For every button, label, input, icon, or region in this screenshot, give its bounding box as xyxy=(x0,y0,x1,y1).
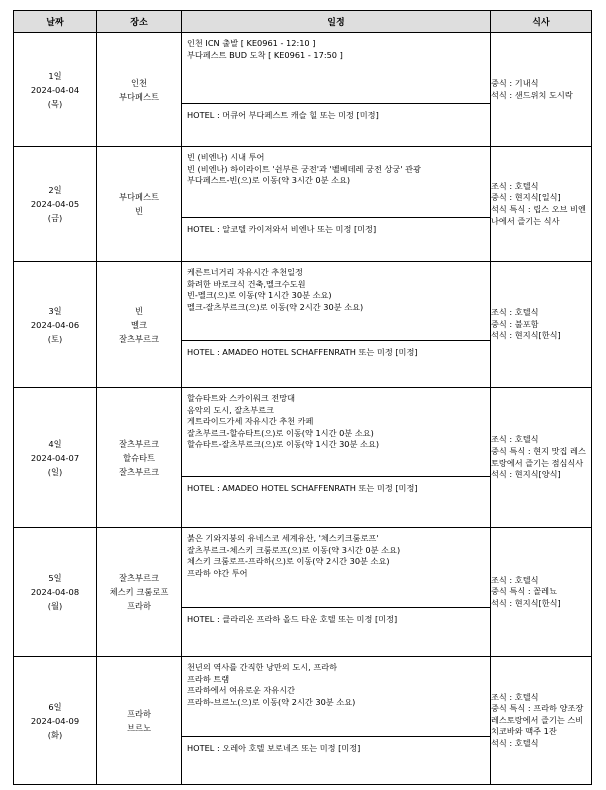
schedule-cell xyxy=(182,528,491,657)
date-cell xyxy=(14,147,97,262)
place-cell xyxy=(97,657,182,785)
meal-item: 중식 : 현지식[일식] xyxy=(491,192,561,203)
place-name: 프라하 xyxy=(126,601,152,611)
meal-item: 중식 특식 : 프라하 양조장 레스토랑에서 즐기는 스비치코바와 맥주 1잔 xyxy=(491,703,584,737)
header-row xyxy=(14,11,592,33)
schedule-item: 인천 ICN 출발 [ KE0961 - 12:10 ] xyxy=(187,38,316,48)
meal-cell xyxy=(491,33,592,147)
place-name: 체스키 크룸로프 xyxy=(109,587,169,597)
day-number: 1일 xyxy=(48,70,62,81)
day-weekday: (목) xyxy=(47,98,63,109)
schedule-item: 잘츠부르크-할슈타트(으)로 이동(약 1시간 0분 소요) xyxy=(187,427,374,438)
day-row xyxy=(14,262,592,388)
header-meal: 식사 xyxy=(491,11,592,33)
day-row xyxy=(14,147,592,262)
meal-item: 조식 : 호텔식 xyxy=(491,691,539,702)
schedule-item: 음악의 도시, 잘츠부르크 xyxy=(187,404,274,415)
schedule-item: 프라하-브르노(으)로 이동(약 2시간 30분 소요) xyxy=(187,696,356,707)
day-row xyxy=(14,33,592,147)
schedule-item: 케른트너거리 자유시간 추천일정 xyxy=(187,267,303,277)
schedule-box xyxy=(182,33,490,146)
meal-item: 중식 특식 : 현지 맛집 레스토랑에서 즐기는 점심식사 xyxy=(491,445,586,468)
schedule-item: 프라하 트램 xyxy=(187,673,230,684)
place-name: 인천 xyxy=(130,77,148,88)
schedule-items xyxy=(182,528,490,607)
day-weekday: (화) xyxy=(47,729,63,740)
place-name: 잘츠부르크 xyxy=(118,333,160,344)
meal-cell xyxy=(491,528,592,657)
hotel-info: HOTEL : AMADEO HOTEL SCHAFFENRATH 또는 미정 [미정] xyxy=(182,476,490,527)
meal-cell xyxy=(491,262,592,388)
date-cell xyxy=(14,33,97,147)
day-number: 3일 xyxy=(48,305,62,316)
schedule-item: 체스키 크룸로프-프라하(으)로 이동(약 2시간 30분 소요) xyxy=(187,556,390,567)
schedule-box xyxy=(182,388,490,527)
schedule-item: 할슈타트-잘츠부르크(으)로 이동(약 1시간 30분 소요) xyxy=(187,439,380,450)
schedule-cell xyxy=(182,388,491,528)
day-row xyxy=(14,528,592,657)
day-weekday: (토) xyxy=(47,333,63,344)
schedule-item: 빈-멜크(으)로 이동(약 1시간 30분 소요) xyxy=(187,290,332,301)
meal-item: 석식 : 현지식[한식] xyxy=(491,597,561,608)
schedule-item: 화려한 바로크식 건축,멜크수도원 xyxy=(187,278,306,289)
meal-item: 석식 : 현지식[한식] xyxy=(491,330,561,341)
schedule-cell xyxy=(182,147,491,262)
schedule-item: 붉은 기와지붕의 유네스코 세계유산, '체스키크룸로프' xyxy=(187,533,379,543)
meal-cell xyxy=(491,147,592,262)
schedule-item: 빈 (비엔나) 하이라이트 '쉰부른 궁전'과 '벨베데레 궁전 상궁' 관광 xyxy=(187,163,421,174)
meal-cell xyxy=(491,657,592,785)
place-name: 잘츠부르크 xyxy=(118,438,160,449)
place-name: 브르노 xyxy=(126,722,152,733)
schedule-item: 부다페스트 BUD 도착 [ KE0961 - 17:50 ] xyxy=(187,49,343,60)
schedule-item: 게트라이드가세 자유시간 추천 카페 xyxy=(187,416,314,427)
hotel-info: HOTEL : 알코텔 카이저와서 비엔나 또는 미정 [미정] xyxy=(182,217,490,261)
place-cell xyxy=(97,147,182,262)
meal-item: 중식 : 기내식 xyxy=(491,77,539,88)
schedule-items xyxy=(182,147,490,217)
hotel-info: HOTEL : 오레아 호텔 보로네즈 또는 미정 [미정] xyxy=(182,736,490,784)
day-number: 6일 xyxy=(48,701,62,712)
place-name: 잘츠부르크 xyxy=(118,573,160,583)
schedule-items xyxy=(182,262,490,340)
schedule-item: 멜크-잘츠부르크(으)로 이동(약 2시간 30분 소요) xyxy=(187,301,364,312)
schedule-items xyxy=(182,33,490,103)
day-weekday: (금) xyxy=(47,213,63,223)
meal-item: 조식 : 호텔식 xyxy=(491,434,539,445)
place-name: 잘츠부르크 xyxy=(118,466,160,477)
place-name: 할슈타트 xyxy=(122,452,156,463)
day-date: 2024-04-08 xyxy=(30,587,80,597)
hotel-info: HOTEL : 클라리온 프라하 올드 타운 호텔 또는 미정 [미정] xyxy=(182,607,490,656)
schedule-item: 천년의 역사를 간직한 낭만의 도시, 프라하 xyxy=(187,662,338,672)
meal-item: 조식 : 호텔식 xyxy=(491,180,539,191)
day-row xyxy=(14,657,592,785)
hotel-info: HOTEL : 머큐어 부다페스트 캐슬 힐 또는 미정 [미정] xyxy=(182,103,490,146)
day-row xyxy=(14,388,592,528)
header-date: 날짜 xyxy=(14,11,97,33)
day-weekday: (월) xyxy=(47,601,63,611)
place-name: 부다페스트 xyxy=(118,91,160,102)
day-weekday: (일) xyxy=(47,466,63,477)
schedule-item: 프라하에서 여유로운 자유시간 xyxy=(187,685,296,696)
place-name: 부다페스트 xyxy=(118,192,160,202)
place-cell xyxy=(97,33,182,147)
date-cell xyxy=(14,388,97,528)
schedule-box xyxy=(182,657,490,784)
schedule-item: 빈 (비엔나) 시내 투어 xyxy=(187,152,265,162)
place-cell xyxy=(97,528,182,657)
place-name: 프라하 xyxy=(126,708,152,719)
schedule-item: 잘츠부르크-체스키 크룸로프(으)로 이동(약 3시간 0분 소요) xyxy=(187,544,401,555)
meal-item: 중식 특식 : 꼴레뇨 xyxy=(491,586,557,597)
day-number: 4일 xyxy=(48,438,62,449)
schedule-item: 프라하 야간 투어 xyxy=(187,567,248,578)
meal-item: 중식 : 불포함 xyxy=(491,318,539,329)
meal-item: 조식 : 호텔식 xyxy=(491,574,539,585)
meal-cell xyxy=(491,388,592,528)
schedule-box xyxy=(182,147,490,261)
schedule-cell xyxy=(182,262,491,388)
meal-item: 석식 : 호텔식 xyxy=(491,737,539,748)
day-date: 2024-04-06 xyxy=(30,319,80,330)
date-cell xyxy=(14,528,97,657)
schedule-cell xyxy=(182,33,491,147)
day-date: 2024-04-04 xyxy=(30,84,80,95)
schedule-box xyxy=(182,528,490,656)
schedule-item: 할슈타트와 스카이워크 전망대 xyxy=(187,393,296,403)
itinerary-table xyxy=(13,10,592,785)
schedule-items xyxy=(182,657,490,736)
day-date: 2024-04-09 xyxy=(30,715,80,726)
schedule-items xyxy=(182,388,490,476)
day-number: 5일 xyxy=(48,573,62,583)
day-number: 2일 xyxy=(48,185,62,195)
day-date: 2024-04-07 xyxy=(30,452,80,463)
place-cell xyxy=(97,388,182,528)
place-name: 빈 xyxy=(134,206,143,216)
date-cell xyxy=(14,262,97,388)
place-name: 빈 xyxy=(134,305,143,316)
day-date: 2024-04-05 xyxy=(30,199,80,209)
date-cell xyxy=(14,657,97,785)
place-name: 멜크 xyxy=(130,319,148,330)
place-cell xyxy=(97,262,182,388)
header-schedule: 일정 xyxy=(182,11,491,33)
meal-item: 석식 특식 : 립스 오브 비엔나에서 즐기는 식사 xyxy=(491,204,586,226)
hotel-info: HOTEL : AMADEO HOTEL SCHAFFENRATH 또는 미정 [미정] xyxy=(182,340,490,387)
meal-item: 석식 : 현지식[양식] xyxy=(491,469,561,480)
schedule-cell xyxy=(182,657,491,785)
header-place: 장소 xyxy=(97,11,182,33)
meal-item: 석식 : 샌드위치 도시락 xyxy=(491,89,573,100)
schedule-item: 부다페스트-빈(으)로 이동(약 3시간 0분 소요) xyxy=(187,175,351,186)
meal-item: 조식 : 호텔식 xyxy=(491,307,539,318)
schedule-box xyxy=(182,262,490,387)
